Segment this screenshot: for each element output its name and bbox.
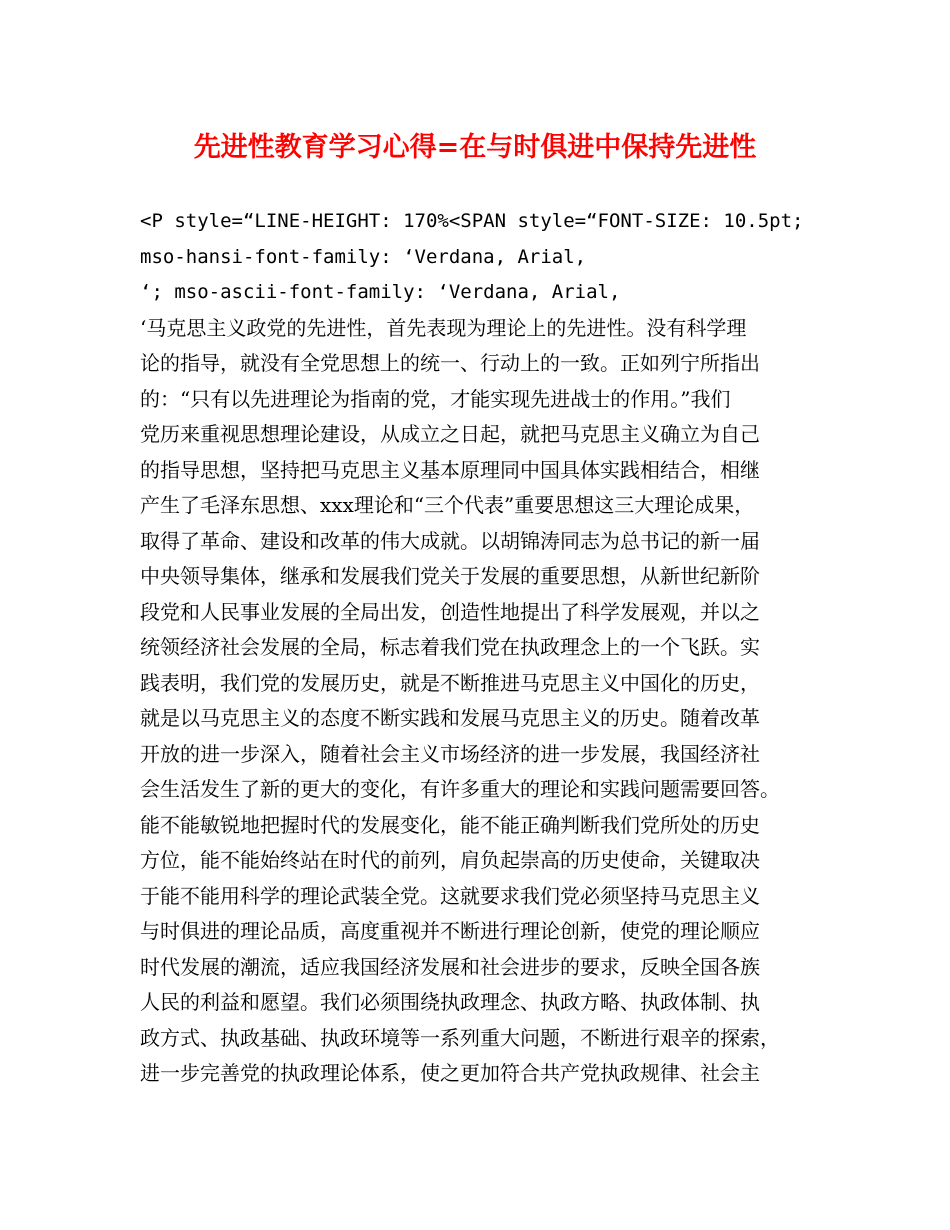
body-line: 党历来重视思想理论建设，从成立之日起，就把马克思主义确立为自己 bbox=[140, 422, 760, 446]
document-title: 先进性教育学习心得=在与时俱进中保持先进性 bbox=[193, 132, 757, 163]
body-line: 方位，能不能始终站在时代的前列，肩负起崇高的历史使命，关键取决 bbox=[140, 848, 760, 872]
body-line: ‘; mso-ascii-font-family: ‘Verdana, Arial, bbox=[140, 281, 621, 303]
body-line: ‘马克思主义政党的先进性，首先表现为理论上的先进性。没有科学理 bbox=[140, 315, 747, 340]
body-line: <P style=“LINE-HEIGHT: 170%<SPAN style=“FONT-SIZE: 10.5pt; bbox=[140, 210, 804, 232]
body-line: 会生活发生了新的更大的变化，有许多重大的理论和实践问题需要回答。 bbox=[140, 777, 780, 801]
body-line: mso-hansi-font-family: ‘Verdana, Arial, bbox=[140, 245, 587, 268]
body-line: 论的指导，就没有全党思想上的统一、行动上的一致。正如列宁所指出 bbox=[140, 351, 760, 375]
body-line: 产生了毛泽东思想、xxx理论和“三个代表”重要思想这三大理论成果， bbox=[140, 493, 755, 517]
body-line: 人民的利益和愿望。我们必须围绕执政理念、执政方略、执政体制、执 bbox=[140, 990, 760, 1014]
body-line: 的指导思想，坚持把马克思主义基本原理同中国具体实践相结合，相继 bbox=[140, 457, 760, 482]
body-line: 就是以马克思主义的态度不断实践和发展马克思主义的历史。随着改革 bbox=[140, 706, 760, 730]
body-line: 的：“只有以先进理论为指南的党，才能实现先进战士的作用。”我们 bbox=[140, 386, 731, 411]
body-line: 开放的进一步深入，随着社会主义市场经济的进一步发展，我国经济社 bbox=[140, 741, 760, 766]
body-line: 践表明，我们党的发展历史，就是不断推进马克思主义中国化的历史， bbox=[140, 670, 760, 695]
body-line: 段党和人民事业发展的全局出发，创造性地提出了科学发展观，并以之 bbox=[140, 599, 760, 624]
body-line: 政方式、执政基础、执政环境等一系列重大问题，不断进行艰辛的探索， bbox=[140, 1025, 780, 1050]
body-line: 中央领导集体，继承和发展我们党关于发展的重要思想，从新世纪新阶 bbox=[140, 564, 760, 588]
body-line: 时代发展的潮流，适应我国经济发展和社会进步的要求，反映全国各族 bbox=[140, 954, 760, 979]
body-line: 与时俱进的理论品质，高度重视并不断进行理论创新，使党的理论顺应 bbox=[140, 919, 760, 943]
body-line: 进一步完善党的执政理论体系，使之更加符合共产党执政规律、社会主 bbox=[140, 1061, 760, 1085]
document-body bbox=[140, 204, 820, 1092]
body-line: 能不能敏锐地把握时代的发展变化，能不能正确判断我们党所处的历史 bbox=[140, 812, 760, 837]
body-line: 于能不能用科学的理论武装全党。这就要求我们党必须坚持马克思主义 bbox=[140, 883, 760, 908]
body-line: 取得了革命、建设和改革的伟大成就。以胡锦涛同志为总书记的新一届 bbox=[140, 528, 760, 553]
body-line: 统领经济社会发展的全局，标志着我们党在执政理念上的一个飞跃。实 bbox=[140, 635, 760, 659]
